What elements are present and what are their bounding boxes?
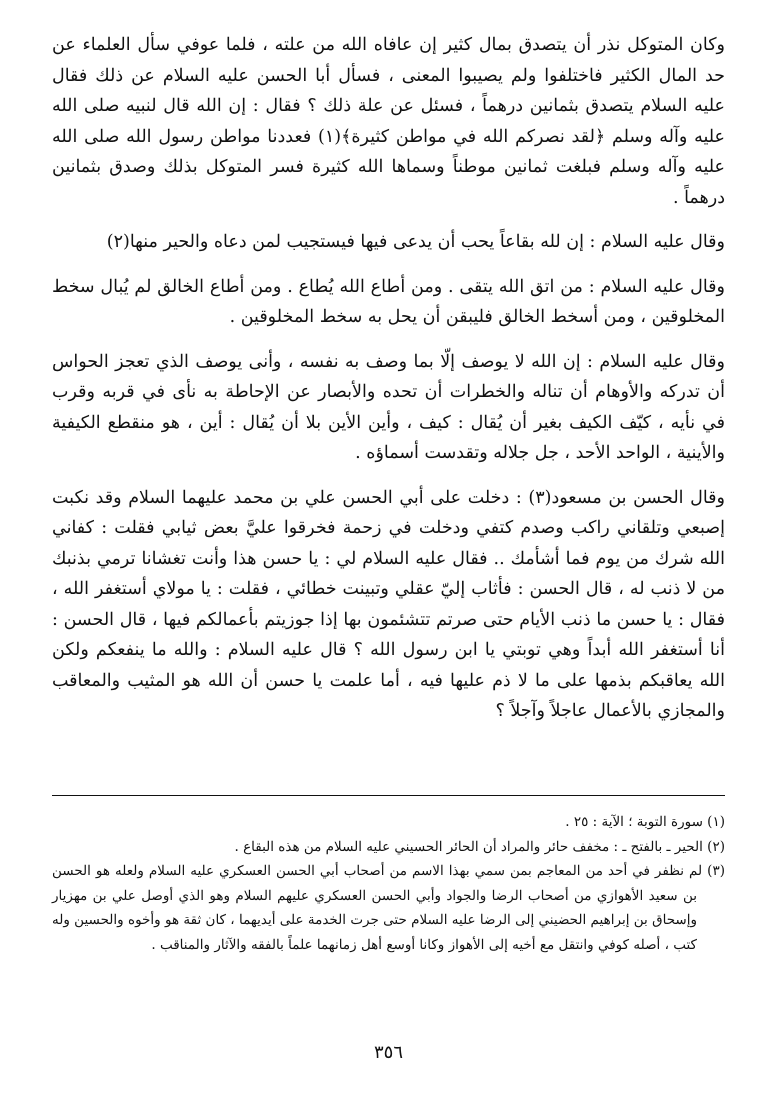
paragraph-4: وقال عليه السلام : إن الله لا يوصف إلّا بما وصف به نفسه ، وأنى يوصف الذي تعجز الحواس أن تدركه والأوهام أن تناله والخطرات أن تحده والأبصار عن الإحاطة به نأى في قربه وقرب في نأيه ، كيّف الكيف بغير أن يُقال : كيف ، وأين الأين بلا أن يُقال : أين ، هو منقطع الكيفية والأينية ، الواحد الأحد ، جل جلاله وتقدست أسماؤه . [52, 351, 725, 463]
paragraph-1: وكان المتوكل نذر أن يتصدق بمال كثير إن عافاه الله من علته ، فلما عوفي سأل العلماء عن حد المال الكثير فاختلفوا ولم يصيبوا المعنى ، فسأل أبا الحسن عليه السلام عن ذلك فقال عليه السلام يتصدق بثمانين درهماً ، فسئل عن علة ذلك ؟ فقال : إن الله قال لنبيه صلى الله عليه وآله وسلم ﴿لقد نصركم الله في مواطن كثيرة﴾(١) فعددنا مواطن رسول الله صلى الله عليه وآله وسلم فبلغت ثمانين موطناً وسماها الله كثيرة فسر المتوكل بذلك وصدق بثمانين درهماً . [52, 35, 725, 208]
book-page [52, 30, 725, 1110]
footnote-3: (٣) لم نظفر في أحد من المعاجم بمن سمي بهذا الاسم من أصحاب أبي الحسن العسكري عليه السلام ولعله هو الحسن بن سعيد الأهوازي من أصحاب الرضا والجواد وأبي الحسن العسكري عليهم السلام وهو الذي أوصل علي بن مهزيار وإسحاق بن إبراهيم الحضيني إلى الرضا عليه السلام حتى جرت الخدمة على أيديهما ، كان ثقة هو وأخوه والحسين وله كتب ، أصله كوفي وانتقل مع أخيه إلى الأهواز وكانا أوسع أهل زمانهما علماً بالفقه والآثار والمناقب . [52, 863, 725, 953]
footnote-2: (٢) الحير ـ بالفتح ـ : مخفف حائر والمراد أن الحائر الحسيني عليه السلام من هذه البقاع . [234, 838, 725, 855]
paragraph-5: وقال الحسن بن مسعود(٣) : دخلت على أبي الحسن علي بن محمد عليهما السلام وقد نكبت إصبعي وتلقاني راكب وصدم كتفي ودخلت في زحمة فخرقوا عليَّ بعض ثيابي فقلت : كفاني الله شرك من يوم فما أشأمك .. فقال عليه السلام لي : يا حسن هذا وأنت تغشانا ترمي بذنبك من لا ذنب له ، قال الحسن : فأثاب إليّ عقلي وتبينت خطائي ، فقلت : يا مولاي أستغفر الله ، فقال : يا حسن ما ذنب الأيام حتى صرتم تتشئمون بها إذا جوزيتم بأعمالكم فيها ، قال الحسن : أنا أستغفر الله أبداً وهي توبتي يا ابن رسول الله ؟ قال عليه السلام : والله ما ينفعكم ولكن الله يعاقبكم بذمها على ما لا ذم عليها فيه ، أما علمت يا حسن أن الله هو المثيب والمعاقب والمجازي بالأعمال عاجلاً وآجلاً ؟ [52, 487, 725, 721]
page-number: ٣٥٦ [373, 1042, 403, 1063]
footnote-separator [52, 795, 725, 796]
paragraph-3: وقال عليه السلام : من اتق الله يتقى . ومن أطاع الله يُطاع . ومن أطاع الخالق لم يُبال سخط المخلوقين ، ومن أسخط الخالق فليبقن أن يحل به سخط المخلوقين . [52, 276, 725, 327]
footnote-1: (١) سورة التوبة ؛ الآية : ٢٥ . [565, 814, 725, 830]
paragraph-2: وقال عليه السلام : إن لله بقاعاً يحب أن يدعى فيها فيستجيب لمن دعاه والحير منها(٢) [106, 232, 725, 252]
footnotes [52, 810, 725, 957]
